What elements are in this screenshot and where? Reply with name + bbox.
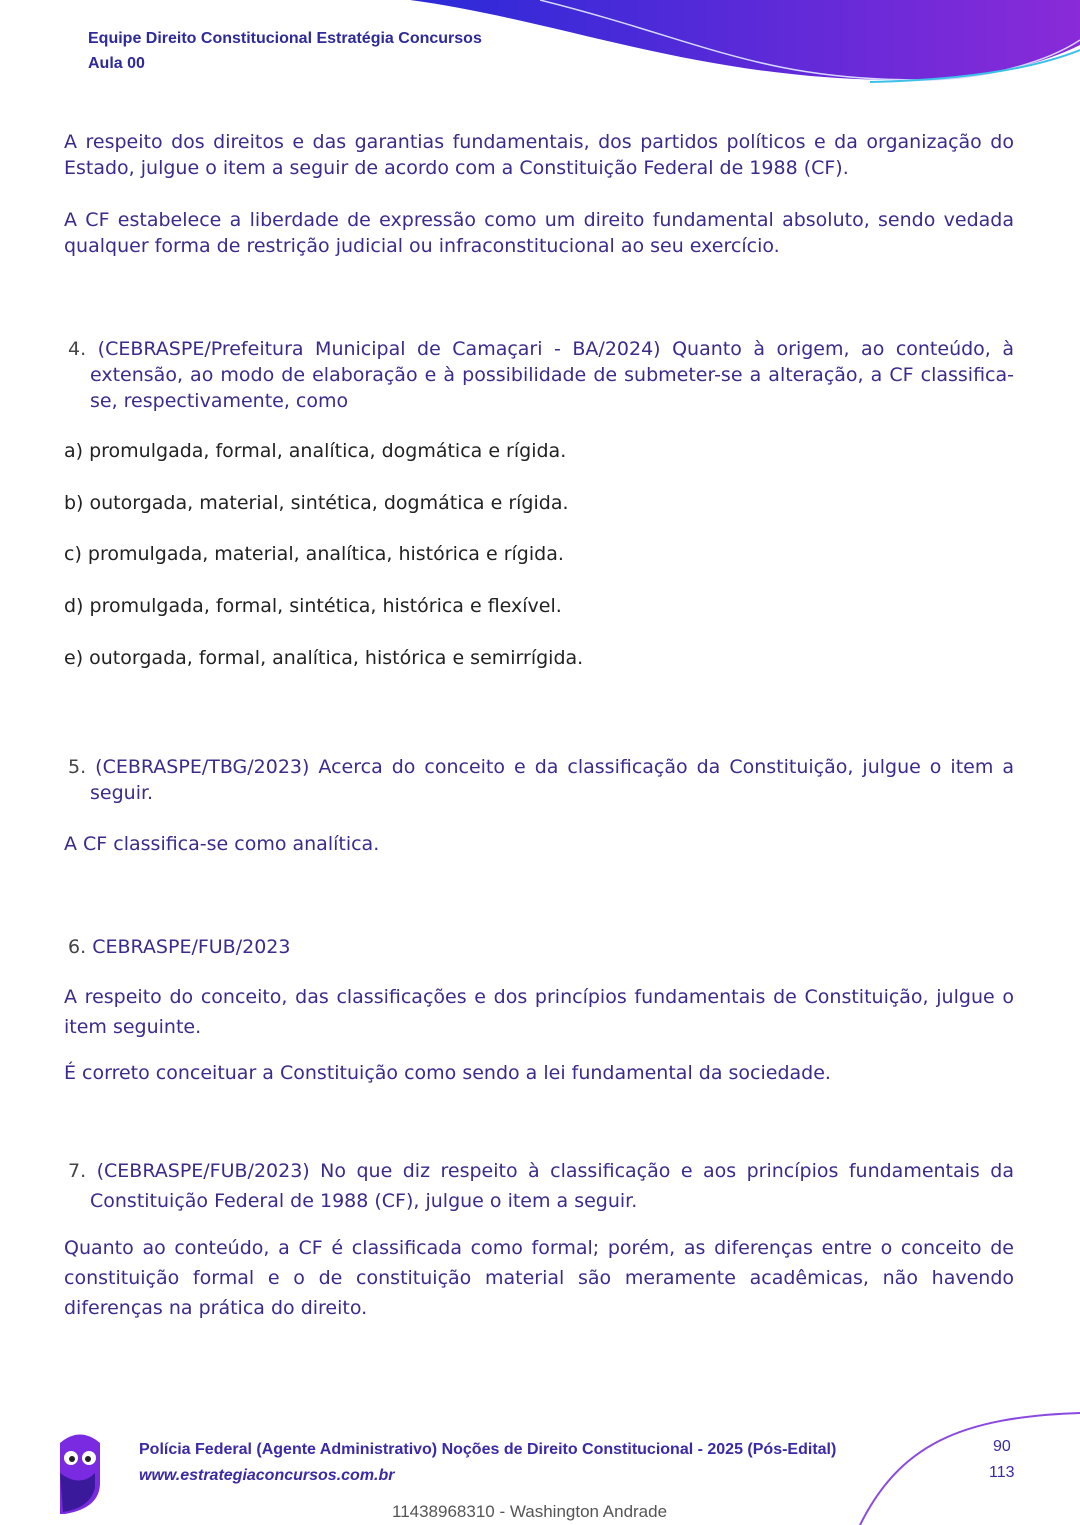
header-team: Equipe Direito Constitucional Estratégia Concursos [88,30,482,47]
question-text: (CEBRASPE/FUB/2023) No que diz respeito à classificação e aos princípios fundamentais da Constituição Federal de 1988 (CF), julgue o item a seguir. [90,1160,1014,1212]
question-7-statement: Quanto ao conteúdo, a CF é classificada como formal; porém, as diferenças entre o conceito de constituição formal e o de constituição material são meramente acadêmicas, não havendo diferenças na prática do direito. [64,1237,1014,1319]
intro-paragraph: A respeito dos direitos e das garantias fundamentais, dos partidos políticos e da organização do Estado, julgue o item a seguir de acordo com a Constituição Federal de 1988 (CF). [64,131,1014,179]
question-text: (CEBRASPE/TBG/2023) Acerca do conceito e da classificação da Constituição, julgue o item a seguir. [90,756,1015,804]
page-number: 90 [993,1438,1011,1455]
option-a: a) promulgada, formal, analítica, dogmática e rígida. [64,440,567,462]
question-number: 7. [68,1160,87,1182]
question-5-statement: A CF classifica-se como analítica. [64,833,380,855]
option-b: b) outorgada, material, sintética, dogmática e rígida. [64,492,569,514]
option-e: e) outorgada, formal, analítica, histórica e semirrígida. [64,647,584,669]
intro-statement: A CF estabelece a liberdade de expressão como um direito fundamental absoluto, sendo vedada qualquer forma de restrição judicial ou infraconstitucional ao seu exercício. [64,209,1014,257]
question-6-context: A respeito do conceito, das classificações e dos princípios fundamentais de Constituição, julgue o item seguinte. [64,986,1014,1038]
footer-curve-decoration [850,1405,1080,1525]
question-6 [68,934,1014,960]
page-total: 113 [989,1464,1015,1481]
question-number: 5. [68,756,87,778]
owl-logo-icon [55,1428,105,1516]
question-5 [68,754,1014,806]
question-number: 4. [68,338,87,360]
question-7 [68,1156,1014,1216]
option-d: d) promulgada, formal, sintética, histórica e flexível. [64,595,562,617]
watermark: 11438968310 - Washington Andrade [392,1502,668,1521]
question-6-statement: É correto conceituar a Constituição como sendo a lei fundamental da sociedade. [64,1062,831,1084]
question-4 [68,336,1014,414]
option-c: c) promulgada, material, analítica, histórica e rígida. [64,543,564,565]
question-text: (CEBRASPE/Prefeitura Municipal de Camaçari - BA/2024) Quanto à origem, ao conteúdo, à extensão, ao modo de elaboração e à possibilidade de submeter-se a alteração, a CF classifica-se, respectivamente, como [90,338,1014,412]
question-text: CEBRASPE/FUB/2023 [92,936,291,958]
header-lesson: Aula 00 [88,55,145,72]
question-number: 6. [68,936,87,958]
footer-site-link[interactable]: www.estrategiaconcursos.com.br [139,1467,395,1484]
footer-course: Polícia Federal (Agente Administrativo) Noções de Direito Constitucional - 2025 (Pós-Edital) [139,1441,837,1458]
